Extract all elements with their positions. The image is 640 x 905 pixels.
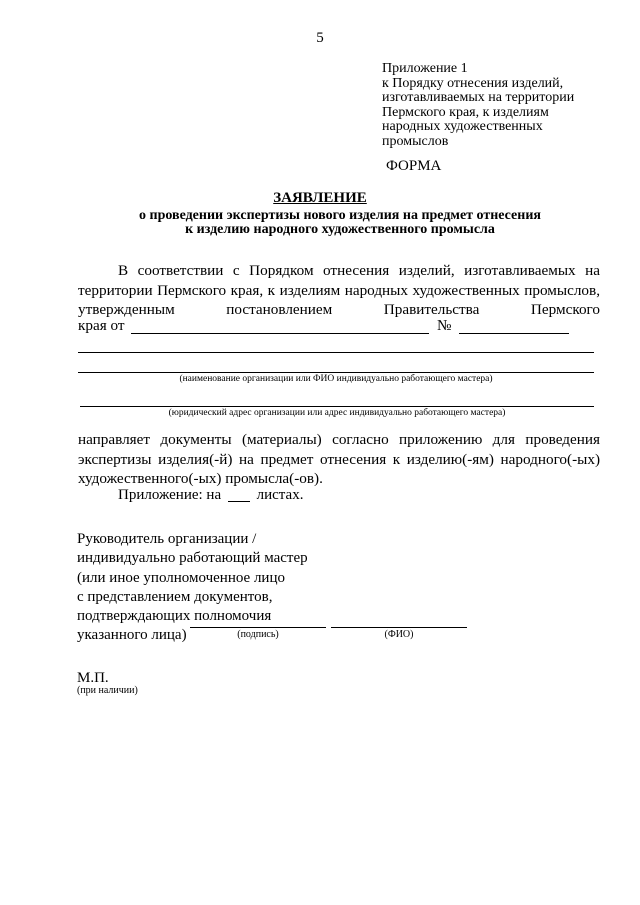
org-address-caption: (юридический адрес организации или адрес индивидуально работающего мастера) (168, 408, 506, 418)
intro-paragraph: В соответствии с Порядком отнесения изделий, изготавливаемых на территории Пермского края, к изделиям народных художественных промыслов, утвержденным постановлением Правительства Пермского (78, 262, 600, 318)
page-number: 5 (316, 30, 324, 46)
sends-paragraph: направляет документы (материалы) согласно приложению для проведения экспертизы изделия(-й) на предмет отнесения к изделию(-ям) народного(-ых) художественного(-ых) промысла(-ов). (78, 431, 600, 487)
annex-line: Приложение 1 (382, 61, 468, 76)
signer-line: указанного лица) (77, 627, 187, 644)
document-subtitle (120, 209, 560, 237)
signer-line: Руководитель организации / (77, 531, 257, 547)
number-sign: № (437, 317, 452, 334)
form-label: ФОРМА (386, 158, 442, 174)
signer-line: подтверждающих полномочия (77, 608, 272, 625)
document-title: ЗАЯВЛЕНИЕ (273, 190, 367, 206)
signer-line: (или иное уполномоченное лицо (77, 569, 285, 586)
org-name-line-1[interactable] (78, 352, 594, 353)
org-name-line-2[interactable] (78, 372, 594, 373)
annex-line: народных художественных (382, 119, 543, 134)
attachment-count-field[interactable] (228, 501, 250, 502)
org-address-line[interactable] (80, 406, 594, 407)
signer-line: с представлением документов, (77, 588, 273, 605)
attachment-suffix: листах. (256, 487, 304, 503)
signature-field-line[interactable] (190, 627, 326, 628)
date-label: края от (78, 317, 125, 334)
subtitle-line: о проведении экспертизы нового изделия на предмет отнесения (139, 208, 541, 223)
annex-line: изготавливаемых на территории (382, 90, 575, 105)
date-field-line[interactable] (131, 333, 429, 334)
signature-caption: (подпись) (237, 629, 279, 640)
stamp-label: М.П. (77, 670, 109, 686)
subtitle-line: к изделию народного художественного промысла (185, 222, 495, 237)
annex-line: промыслов (382, 133, 449, 149)
annex-line: к Порядку отнесения изделий, (382, 75, 564, 91)
attachment-prefix: Приложение: на (118, 487, 222, 503)
annex-header (382, 62, 622, 149)
org-name-caption: (наименование организации или ФИО индивидуально работающего мастера) (179, 374, 493, 384)
annex-line: Пермского края, к изделиям (382, 104, 549, 120)
fio-caption: (ФИО) (384, 629, 414, 640)
attachment-line (118, 487, 303, 504)
stamp-note: (при наличии) (77, 685, 138, 696)
number-field-line[interactable] (459, 333, 569, 334)
fio-field-line[interactable] (331, 627, 467, 628)
signer-line: индивидуально работающий мастер (77, 550, 308, 567)
